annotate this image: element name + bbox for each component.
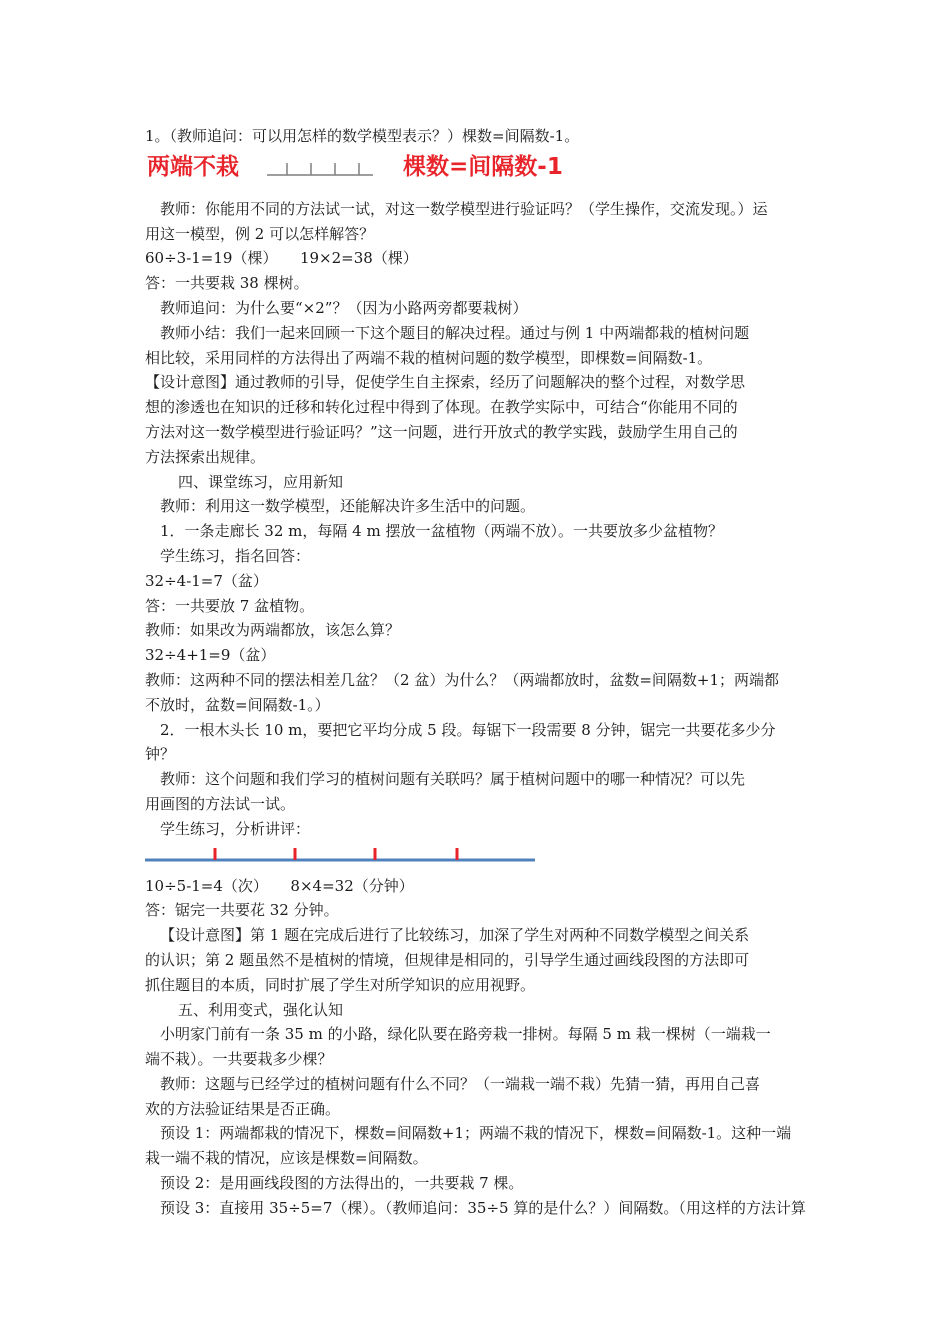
text-line: 教师：这个问题和我们学习的植树问题有关联吗？属于植树问题中的哪一种情况？可以先	[160, 770, 746, 789]
text-line: 方法探索出规律。	[145, 447, 266, 466]
text-line: 教师追问：为什么要“×2”？（因为小路两旁都要栽树）	[160, 298, 528, 317]
segment-diagram-no-ends	[261, 157, 381, 181]
text-line: 【设计意图】第 1 题在完成后进行了比较练习，加深了学生对两种不同数学模型之间关系	[160, 926, 750, 945]
text-line: 想的渗透也在知识的迁移和转化过程中得到了体现。在教学实际中，可结合“你能用不同的	[145, 398, 738, 417]
text-line: 1．一条走廊长 32 m，每隔 4 m 摆放一盆植物（两端不放）。一共要放多少盆植物？	[160, 522, 723, 541]
text-line: 教师：你能用不同的方法试一试，对这一数学模型进行验证吗？（学生操作，交流发现。）运	[160, 199, 768, 218]
text-line: 教师：这两种不同的摆法相差几盆？（2 盆）为什么？（两端都放时，盆数=间隔数+1；两端都	[145, 670, 779, 689]
text-line: 2．一根木头长 10 m，要把它平均分成 5 段。每锯下一段需要 8 分钟，锯完一共要花多少分	[160, 720, 776, 739]
text-line: 栽一端不栽的情况，应该是棵数=间隔数。	[145, 1149, 428, 1168]
text-line: 教师：这题与已经学过的植树问题有什么不同？（一端栽一端不栽）先猜一猜，再用自己喜	[160, 1074, 761, 1093]
text-line: 32÷4-1=7（盆）	[145, 571, 268, 590]
sawing-segment-diagram	[145, 844, 807, 874]
text-line: 教师小结：我们一起来回顾一下这个题目的解决过程。通过与例 1 中两端都栽的植树问题	[160, 323, 750, 342]
text-line: 10÷5-1=4（次） 8×4=32（分钟）	[145, 876, 414, 895]
document-body	[145, 124, 807, 1221]
text-line: 1。（教师追问：可以用怎样的数学模型表示？）棵数=间隔数-1。	[145, 127, 580, 145]
text-line: 答：一共要放 7 盆植物。	[145, 596, 315, 615]
text-line: 【设计意图】通过教师的引导，促使学生自主探索，经历了问题解决的整个过程，对数学思	[145, 373, 746, 392]
text-line: 预设 2：是用画线段图的方法得出的，一共要栽 7 棵。	[160, 1174, 524, 1193]
model-banner	[145, 149, 807, 187]
text-line: 教师：利用这一数学模型，还能解决许多生活中的问题。	[160, 497, 536, 516]
text-line: 60÷3-1=19（棵） 19×2=38（棵）	[145, 249, 418, 268]
text-line: 预设 3：直接用 35÷5=7（棵）。（教师追问：35÷5 算的是什么？）间隔数。（用这样的方法计算	[160, 1198, 806, 1217]
text-line: 的认识；第 2 题虽然不是植树的情境，但规律是相同的，引导学生通过画线段图的方法即可	[145, 950, 750, 969]
text-line: 不放时，盆数=间隔数-1。）	[145, 695, 330, 714]
text-line: 抓住题目的本质，同时扩展了学生对所学知识的应用视野。	[145, 975, 536, 994]
text-line: 钟？	[145, 745, 176, 764]
text-line: 方法对这一数学模型进行验证吗？”这一问题，进行开放式的教学实践，鼓励学生用自己的	[145, 422, 738, 441]
text-line: 小明家门前有一条 35 m 的小路，绿化队要在路旁栽一排树。每隔 5 m 栽一棵树（一端栽一	[160, 1025, 771, 1044]
text-line: 端不栽）。一共要栽多少棵？	[145, 1050, 333, 1069]
log-cut-diagram	[145, 844, 537, 874]
text-line: 相比较，采用同样的方法得出了两端不栽的植树问题的数学模型，即棵数=间隔数-1。	[145, 348, 713, 367]
text-line: 答：一共要栽 38 棵树。	[145, 274, 309, 293]
banner-label-left: 两端不栽	[147, 153, 239, 180]
text-line: 学生练习，指名回答：	[160, 546, 311, 565]
section-heading: 五、利用变式，强化认知	[178, 1000, 344, 1019]
text-line: 预设 1：两端都栽的情况下，棵数=间隔数+1；两端不栽的情况下，棵数=间隔数-1。这种一端	[160, 1124, 792, 1143]
text-line: 用这一模型，例 2 可以怎样解答？	[145, 224, 375, 243]
text-line: 学生练习，分析讲评：	[160, 819, 311, 838]
section-heading: 四、课堂练习，应用新知	[178, 472, 344, 491]
text-line: 32÷4+1=9（盆）	[145, 646, 276, 665]
text-line: 欢的方法验证结果是否正确。	[145, 1099, 341, 1118]
text-line: 教师：如果改为两端都放，该怎么算？	[145, 621, 401, 640]
banner-formula-right: 棵数=间隔数-1	[403, 153, 563, 180]
text-line: 答：锯完一共要花 32 分钟。	[145, 901, 339, 920]
text-line: 用画图的方法试一试。	[145, 794, 296, 813]
